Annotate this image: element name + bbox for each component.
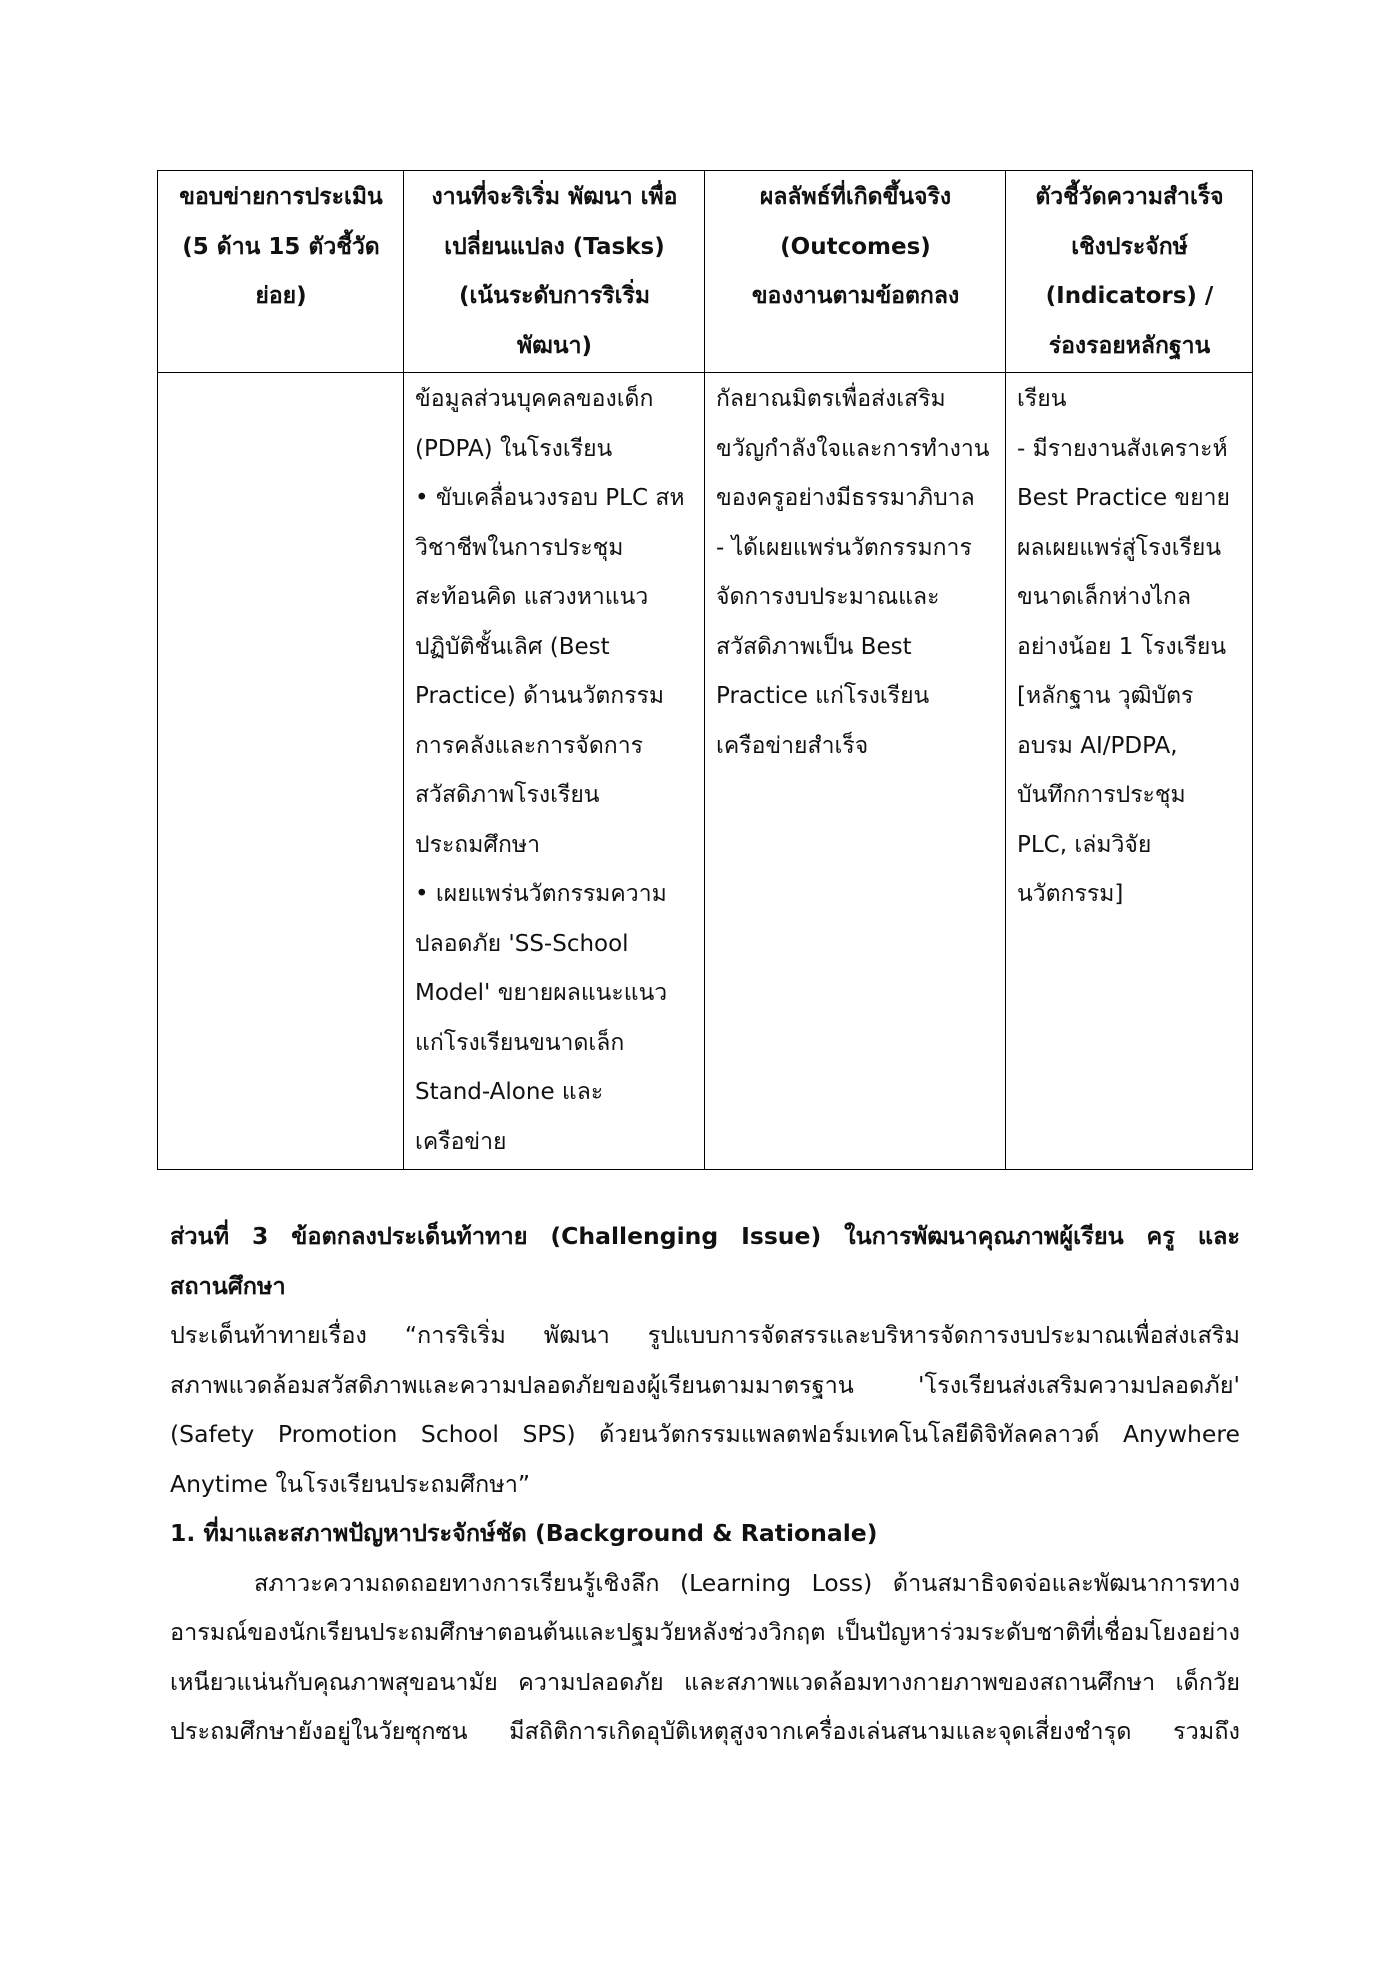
cell-line: เครือข่าย bbox=[415, 1128, 507, 1155]
cell-line: ปลอดภัย 'SS-School bbox=[415, 930, 629, 957]
section-heading-cont: สถานศึกษา bbox=[170, 1271, 286, 1300]
header-line: ตัวชี้วัดความสำเร็จ bbox=[1035, 184, 1224, 210]
cell-line: เครือข่ายสำเร็จ bbox=[716, 732, 869, 759]
cell-indicators bbox=[1006, 373, 1253, 1170]
table-header-row bbox=[158, 171, 1253, 373]
paragraph-line: สภาวะความถดถอยทางการเรียนรู้เชิงลึก (Learning Loss) ด้านสมาธิจดจ่อและพัฒนาการทาง bbox=[254, 1568, 1240, 1597]
cell-line: ขนาดเล็กห่างไกล bbox=[1017, 584, 1192, 610]
subheading: 1. ที่มาและสภาพปัญหาประจักษ์ชัด (Background & Rationale) bbox=[170, 1519, 878, 1547]
cell-outcomes bbox=[705, 373, 1006, 1170]
cell-line: Practice แก่โรงเรียน bbox=[716, 683, 930, 709]
table-row bbox=[158, 373, 1253, 1170]
paragraph-line: เหนียวแน่นกับคุณภาพสุขอนามัย ความปลอดภัย และสภาพแวดล้อมทางกายภาพของสถานศึกษา เด็กวัย bbox=[170, 1667, 1240, 1696]
cell-line: กัลยาณมิตรเพื่อส่งเสริม bbox=[716, 386, 946, 412]
header-line: (Outcomes) bbox=[780, 233, 931, 260]
cell-line: สะท้อนคิด แสวงหาแนว bbox=[415, 584, 649, 610]
header-line: เชิงประจักษ์ bbox=[1071, 233, 1188, 260]
cell-line: การคลังและการจัดการ bbox=[415, 732, 643, 759]
header-scope bbox=[158, 171, 404, 373]
cell-line: เรียน bbox=[1017, 386, 1067, 412]
header-outcomes bbox=[705, 171, 1006, 373]
header-line: (Indicators) / bbox=[1045, 283, 1214, 309]
header-line: ร่องรอยหลักฐาน bbox=[1048, 332, 1211, 359]
cell-line: นวัตกรรม] bbox=[1017, 881, 1124, 907]
issue-line: สภาพแวดล้อมสวัสดิภาพและความปลอดภัยของผู้เรียนตามมาตรฐาน 'โรงเรียนส่งเสริมความปลอดภัย' bbox=[170, 1370, 1240, 1399]
header-line: (5 ด้าน 15 ตัวชี้วัด bbox=[182, 233, 380, 260]
header-line: ย่อย) bbox=[255, 283, 307, 309]
header-line: ขอบข่ายการประเมิน bbox=[179, 184, 383, 210]
cell-line: (PDPA) ในโรงเรียน bbox=[415, 435, 613, 462]
cell-line: อย่างน้อย 1 โรงเรียน bbox=[1017, 633, 1227, 660]
cell-line: สวัสดิภาพโรงเรียน bbox=[415, 782, 600, 808]
header-line: พัฒนา) bbox=[516, 332, 593, 359]
cell-line: ผลเผยแพร่สู่โรงเรียน bbox=[1017, 534, 1222, 561]
cell-line: - มีรายงานสังเคราะห์ bbox=[1017, 435, 1228, 462]
agreement-table bbox=[157, 170, 1253, 1170]
cell-line: ข้อมูลส่วนบุคคลของเด็ก bbox=[415, 386, 654, 412]
header-line: งานที่จะริเริ่ม พัฒนา เพื่อ bbox=[431, 184, 678, 210]
section-3 bbox=[170, 1212, 1240, 1757]
cell-line: วิชาชีพในการประชุม bbox=[415, 534, 624, 561]
cell-line: Best Practice ขยาย bbox=[1017, 485, 1231, 511]
issue-line: (Safety Promotion School SPS) ด้วยนวัตกรรมแพลตฟอร์มเทคโนโลยีดิจิทัลคลาวด์ Anywhere bbox=[170, 1420, 1240, 1448]
cell-line: ปฏิบัติชั้นเลิศ (Best bbox=[415, 633, 610, 660]
cell-line: Model' ขยายผลแนะแนว bbox=[415, 980, 668, 1006]
header-line: ผลลัพธ์ที่เกิดขึ้นจริง bbox=[759, 184, 952, 210]
cell-line: ประถมศึกษา bbox=[415, 831, 540, 858]
cell-line: แก่โรงเรียนขนาดเล็ก bbox=[415, 1029, 625, 1056]
cell-line: [หลักฐาน วุฒิบัตร bbox=[1017, 683, 1194, 709]
cell-scope bbox=[158, 373, 404, 1170]
paragraph-line: ประถมศึกษายังอยู่ในวัยซุกซน มีสถิติการเกิดอุบัติเหตุสูงจากเครื่องเล่นสนามและจุดเสี่ยงชำรุด รวมถึง bbox=[170, 1717, 1240, 1745]
cell-line: ขวัญกำลังใจและการทำงาน bbox=[716, 435, 990, 462]
cell-line: Practice) ด้านนวัตกรรม bbox=[415, 683, 665, 709]
paragraph-line: อารมณ์ของนักเรียนประถมศึกษาตอนต้นและปฐมวัยหลังช่วงวิกฤต เป็นปัญหาร่วมระดับชาติที่เชื่อมโยงอย่าง bbox=[170, 1618, 1240, 1646]
issue-line: Anytime ในโรงเรียนประถมศึกษา” bbox=[170, 1469, 531, 1498]
cell-line: ของครูอย่างมีธรรมาภิบาล bbox=[716, 485, 975, 511]
header-indicators bbox=[1006, 171, 1253, 373]
cell-tasks bbox=[404, 373, 705, 1170]
section-heading: ส่วนที่ 3 ข้อตกลงประเด็นท้าทาย (Challenging Issue) ในการพัฒนาคุณภาพผู้เรียน ครู และ bbox=[170, 1222, 1240, 1250]
cell-line: • เผยแพร่นวัตกรรมความ bbox=[415, 881, 667, 907]
header-tasks bbox=[404, 171, 705, 373]
header-line: ของงานตามข้อตกลง bbox=[751, 283, 960, 309]
header-line: เปลี่ยนแปลง (Tasks) bbox=[444, 233, 665, 260]
header-line: (เน้นระดับการริเริ่ม bbox=[459, 283, 650, 309]
cell-line: - ได้เผยแพร่นวัตกรรมการ bbox=[716, 534, 972, 561]
cell-line: PLC, เล่มวิจัย bbox=[1017, 831, 1152, 858]
cell-line: บันทึกการประชุม bbox=[1017, 782, 1186, 808]
cell-line: อบรม AI/PDPA, bbox=[1017, 732, 1178, 759]
cell-line: สวัสดิภาพเป็น Best bbox=[716, 633, 912, 660]
cell-line: จัดการงบประมาณและ bbox=[716, 584, 940, 610]
issue-line: ประเด็นท้าทายเรื่อง “การริเริ่ม พัฒนา รูปแบบการจัดสรรและบริหารจัดการงบประมาณเพื่อส่งเสริม bbox=[170, 1321, 1240, 1349]
cell-line: • ขับเคลื่อนวงรอบ PLC สห bbox=[415, 485, 685, 511]
cell-line: Stand-Alone และ bbox=[415, 1079, 604, 1105]
